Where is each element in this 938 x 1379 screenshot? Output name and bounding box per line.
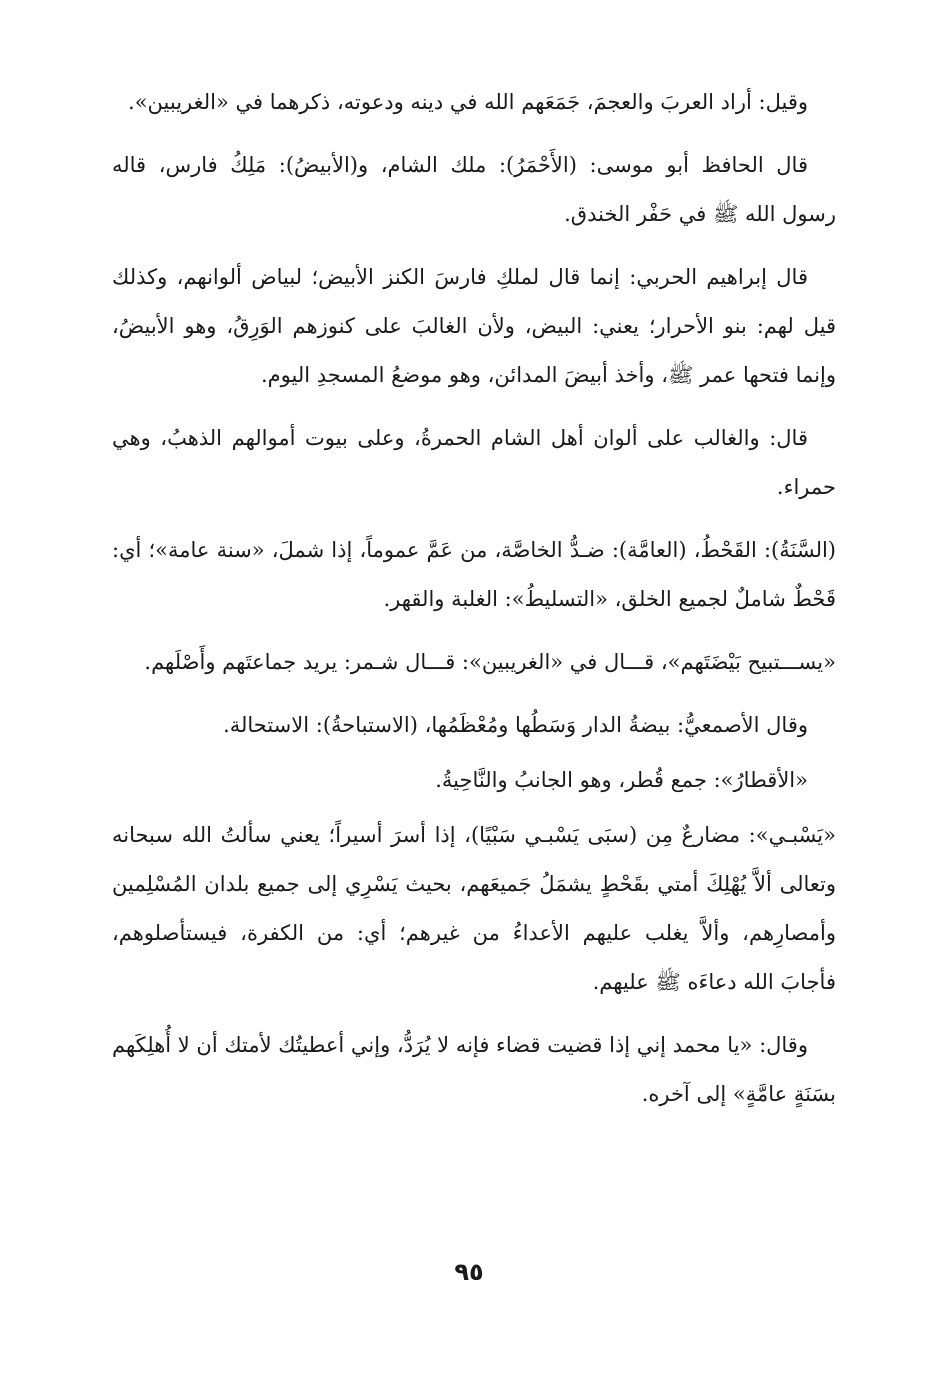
page-number: ٩٥ [454,1258,484,1286]
paragraph-8: «الأقطارُ»: جمع قُطر، وهو الجانبُ والنَّاحِيةُ. [435,768,808,792]
paragraph-7: وقال الأصمعيُّ: بيضةُ الدار وَسَطُها ومُعْظَمُها، (الاستباحةُ): الاستحالة. [223,713,808,737]
paragraph-9: «يَسْبـي»: مضارعٌ مِن (سبَى يَسْبـي سَبْيًا)، إذا أسرَ أسيراً؛ يعني سألتُ الله سبحانه وتعالى ألاَّ يُهْلِكَ أمتي بقَحْطٍ يشمَلُ جَميعَهم، بحيث يَسْرِي إلى جميع بلدان المُسْلِمين وأمصارِهم، وألاَّ يغلب عليهم الأعداءُ من غيرهم؛ أي: من الكفرة، فيستأصلوهم، فأجابَ الله دعاءَه ﷺ عليهم. [112,823,836,994]
paragraph-4: قال: والغالب على ألوان أهل الشام الحمرةُ، وعلى بيوت أموالهم الذهبُ، وهي حمراء. [112,426,836,499]
paragraph-5: (السَّنَةُ): القَحْطُ، (العامَّة): ضـدُّ الخاصَّة، من عَمَّ عموماً، إذا شملَ، «سنة عامة»؛ أي: قَحْطٌ شاملٌ لجميع الخلق، «التسليطُ»: الغلبة والقهر. [112,538,836,611]
paragraph-10: وقال: «يا محمد إني إذا قضيت قضاء فإنه لا يُرَدُّ، وإني أعطيتُك لأمتك أن لا أُهلِكَهم بسَنَةٍ عامَّةٍ» إلى آخره. [111,1033,836,1106]
paragraph-1: وقيل: أراد العربَ والعجمَ، جَمَعَهم الله في دينه ودعوته، ذكرهما في «الغريبين». [128,90,808,114]
document-body [112,78,836,1133]
paragraph-2: قال الحافظ أبو موسى: (الأَحْمَرُ): ملك الشام، و(الأبيضُ): مَلِكُ فارس، قاله رسول الله ﷺ في حَفْر الخندق. [112,153,836,226]
paragraph-3: قال إبراهيم الحربي: إنما قال لملكِ فارسَ الكنز الأبيض؛ لبياض ألوانهم، وكذلك قيل لهم: بنو الأحرار؛ يعني: البيض، ولأن الغالبَ على كنوزهم الوَرِقُ، وهو الأبيضُ، وإنما فتحها عمر ﷺ، وأخذ أبيضَ المدائن، وهو موضعُ المسجدِ اليوم. [112,265,836,387]
paragraph-6: «يســـتبيح بَيْضَتَهم»، قـــال في «الغريبين»: قـــال شـمر: يريد جماعتَهم وأَصْلَهم. [144,650,836,674]
